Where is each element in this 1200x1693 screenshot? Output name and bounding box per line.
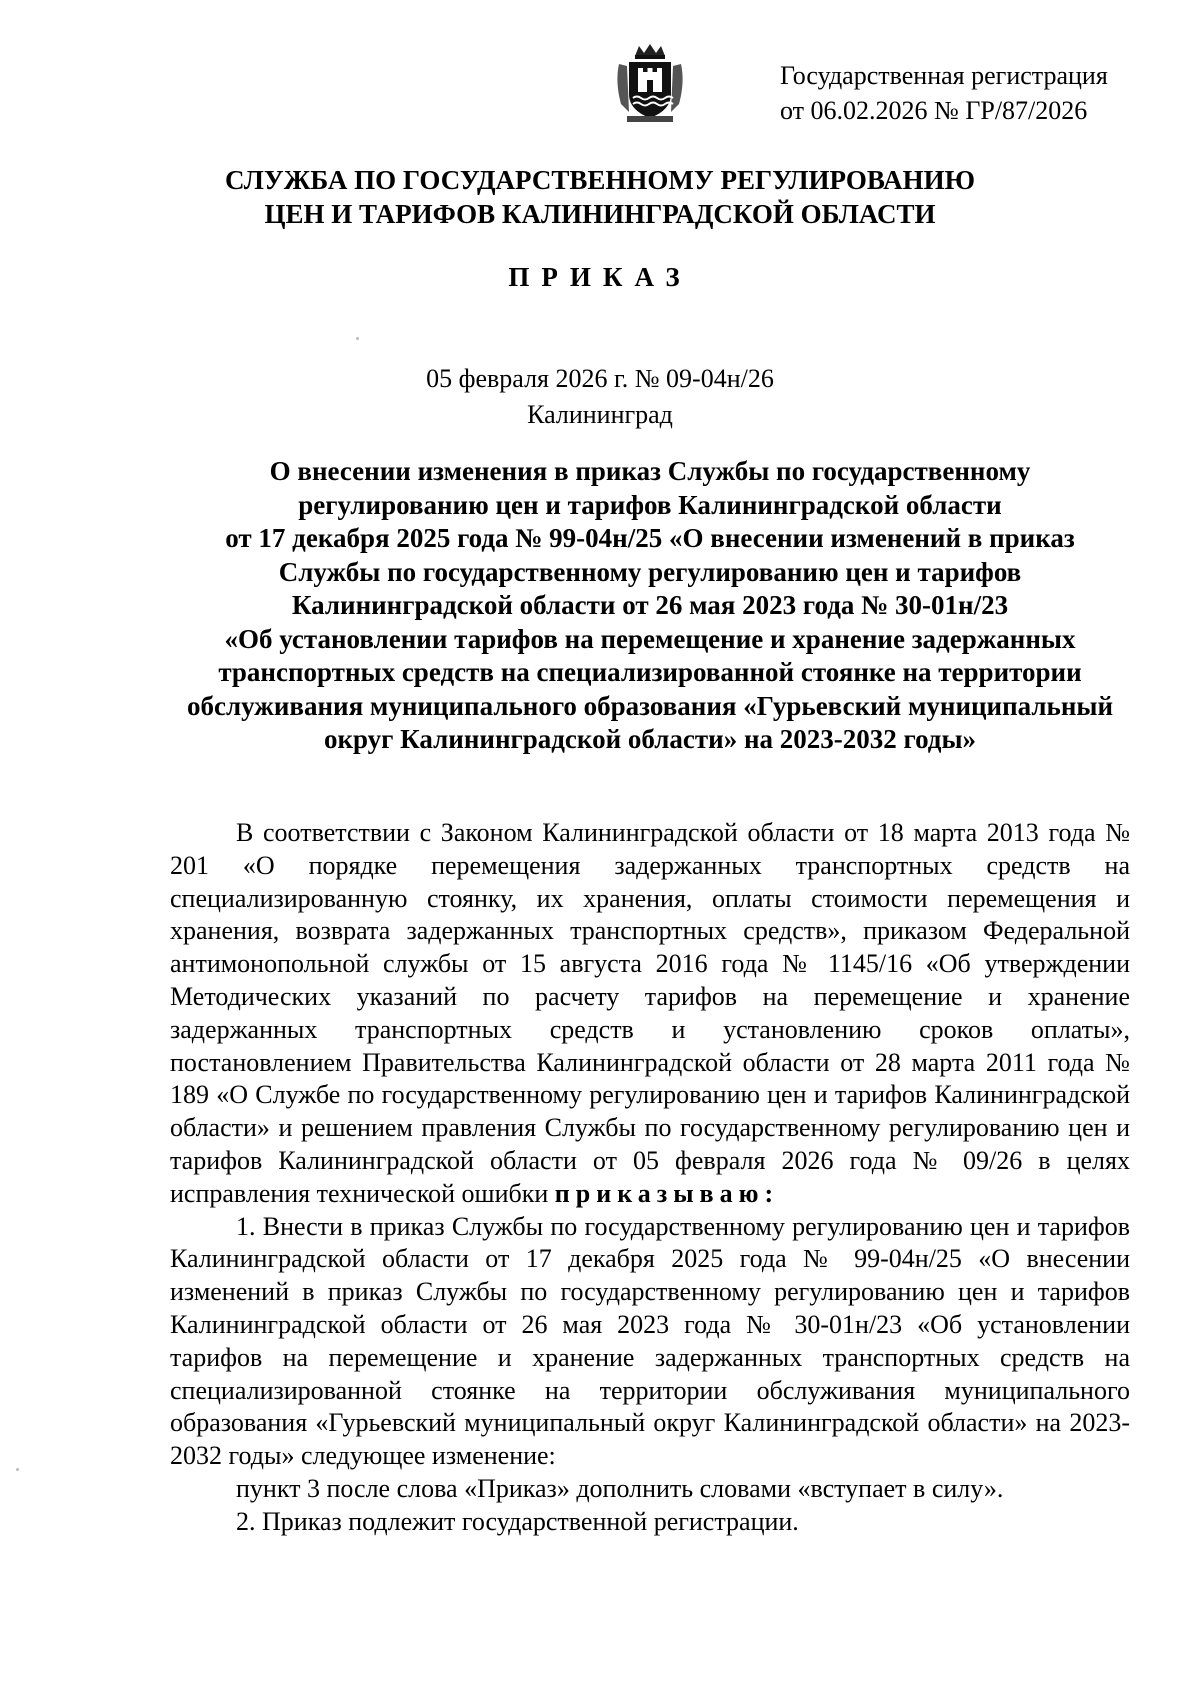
document-type: ПРИКАЗ bbox=[508, 262, 692, 292]
scan-speck bbox=[16, 1468, 19, 1471]
subject-line: Калининградской области от 26 мая 2023 года № 30-01н/23 bbox=[291, 590, 1009, 620]
preamble-paragraph bbox=[170, 817, 1130, 1211]
order-word: приказываю: bbox=[554, 1178, 780, 1208]
scan-speck bbox=[356, 337, 359, 340]
organization-line-2: ЦЕН И ТАРИФОВ КАЛИНИНГРАДСКОЙ ОБЛАСТИ bbox=[264, 199, 936, 229]
subject-line: О внесении изменения в приказ Службы по государственному bbox=[269, 456, 1031, 486]
date-and-place bbox=[0, 361, 1200, 433]
coat-of-arms-icon bbox=[613, 42, 687, 124]
subject-line: округ Калининградской области» на 2023-2032 годы» bbox=[323, 724, 977, 754]
subject-line: Службы по государственному регулированию цен и тарифов bbox=[278, 556, 1022, 587]
document-subject bbox=[170, 455, 1130, 757]
item-1-change-paragraph: пункт 3 после слова «Приказ» дополнить словами «вступает в силу». bbox=[236, 1473, 1004, 1503]
subject-line: от 17 декабря 2025 года № 99-04н/25 «О внесении изменений в приказ bbox=[225, 523, 1075, 553]
subject-line: транспортных средств на специализированной стоянке на территории bbox=[218, 657, 1082, 687]
document-body bbox=[170, 817, 1130, 1539]
item-2-paragraph: 2. Приказ подлежит государственной регистрации. bbox=[236, 1506, 799, 1536]
city: Калининград bbox=[527, 400, 673, 429]
preamble-text: В соответствии с Законом Калининградской области от 18 марта 2013 года № 201 «О порядке перемещения задержанных транспортных средств на специализированную стоянку, их хранения, оплаты стоимости перемещения и хранения, возврата задержанных транспортных средств», приказом Федеральной антимонопольной службы от 15 августа 2016 года № 1145/16 «Об утверждении Методических указаний по расчету тарифов на перемещение и хранение задержанных транспортных средств и установлению сроков оплаты», постановлением Правительства Калининградской области от 28 марта 2011 года № 189 «О Службе по государственному регулированию цен и тарифов Калининградской области» и решением правления Службы по государственному регулированию цен и тарифов Калининградской области от 05 февраля 2026 года № 09/26 в целях исправления технической ошибки bbox=[170, 818, 1130, 1208]
registration-label: Государственная регистрация bbox=[780, 61, 1108, 90]
subject-line: регулированию цен и тарифов Калининградской области bbox=[298, 489, 1002, 520]
item-1-paragraph: 1. Внести в приказ Службы по государственному регулированию цен и тарифов Калининградской области от 17 декабря 2025 года № 99-04н/25 «О внесении изменений в приказ Службы по государственному регулированию цен и тарифов Калининградской области от 26 мая 2023 года № 30-01н/23 «Об установлении тарифов на перемещение и хранение задержанных транспортных средств на специализированной стоянке на территории обслуживания муниципального образования «Гурьевский муниципальный округ Калининградской области» на 2023-2032 годы» следующее изменение: bbox=[170, 1211, 1130, 1471]
organization-line-1: СЛУЖБА ПО ГОСУДАРСТВЕННОМУ РЕГУЛИРОВАНИЮ bbox=[224, 165, 976, 195]
registration-number: от 06.02.2026 № ГР/87/2026 bbox=[780, 96, 1088, 125]
subject-line: «Об установлении тарифов на перемещение и хранение задержанных bbox=[224, 623, 1076, 654]
organization-name bbox=[0, 163, 1200, 231]
date-number: 05 февраля 2026 г. № 09-04н/26 bbox=[426, 364, 774, 393]
registration-stamp bbox=[780, 58, 1170, 128]
subject-line: обслуживания муниципального образования «Гурьевский муниципальный bbox=[186, 690, 1114, 721]
